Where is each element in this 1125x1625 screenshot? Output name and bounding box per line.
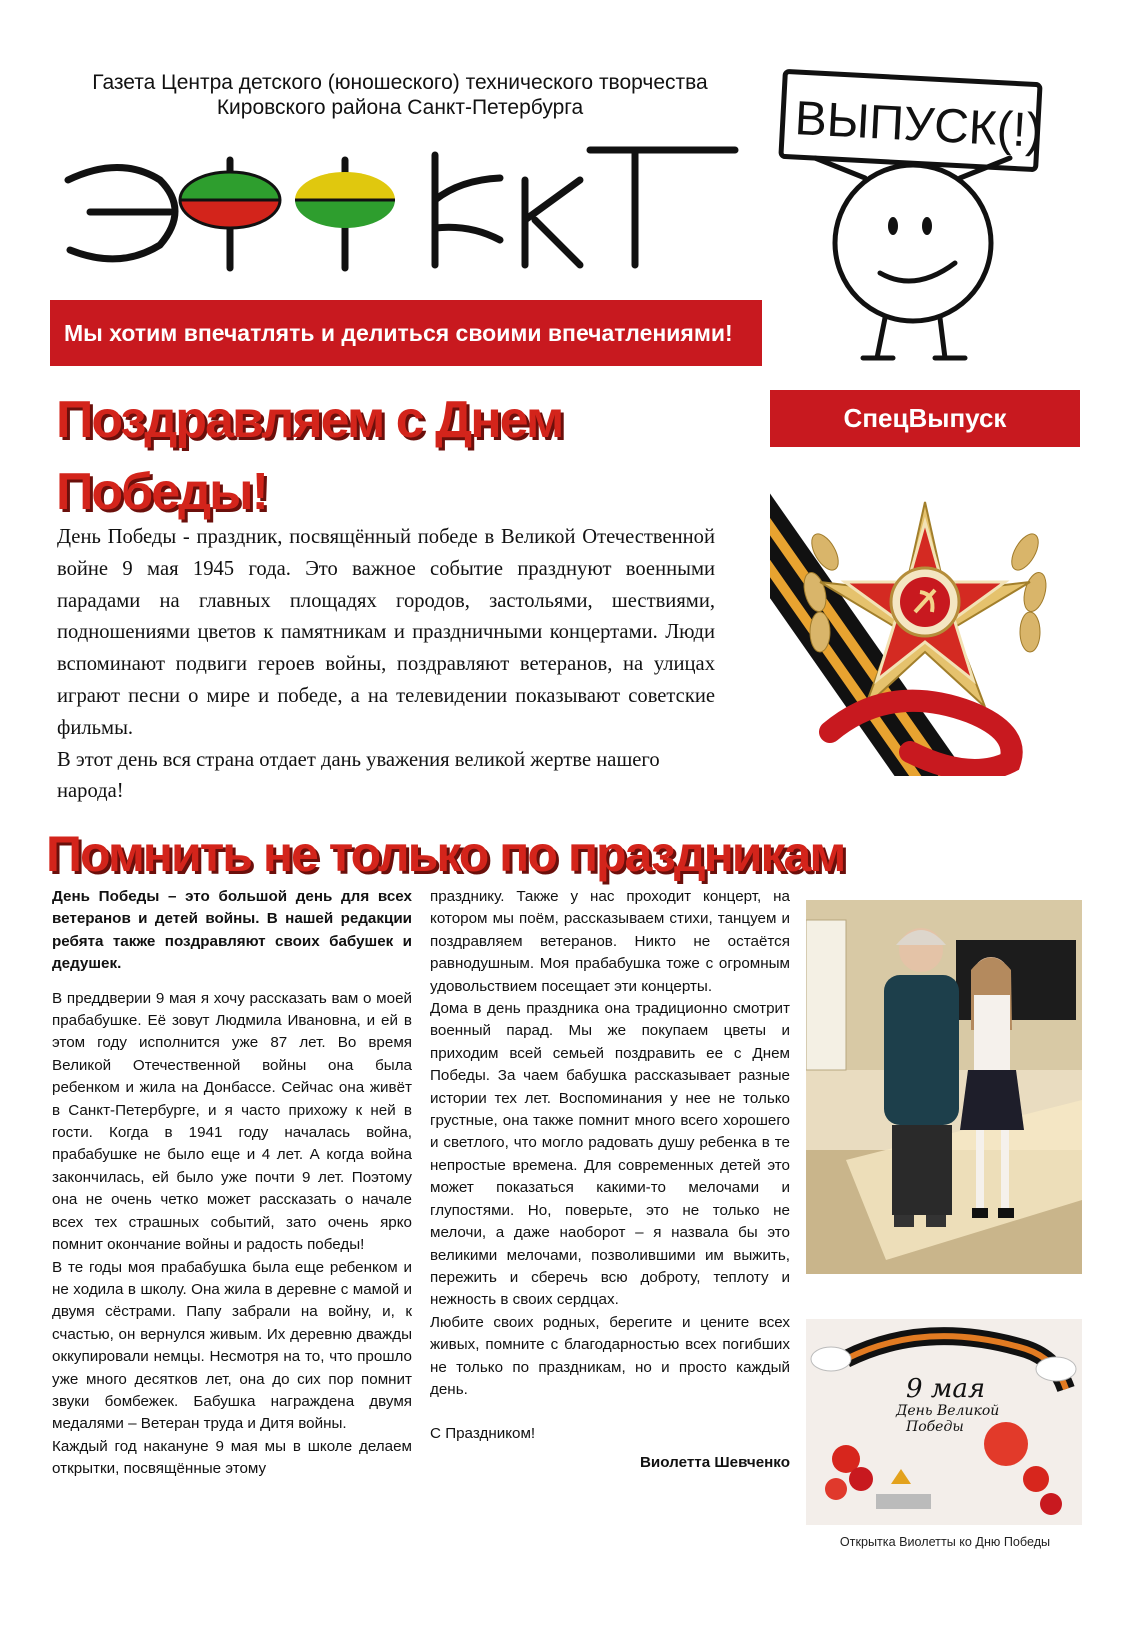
article2-column-right (430, 886, 790, 1474)
newspaper-logo (60, 140, 740, 280)
postcard-text-line3: Победы (906, 1419, 964, 1435)
family-photo (806, 900, 1082, 1274)
masthead-subtitle-line1: Газета Центра детского (юношеского) технического творчества (92, 71, 708, 94)
slogan-text: Мы хотим впечатлять и делиться своими впечатлениями! (64, 320, 733, 346)
slogan-banner (50, 300, 762, 366)
postcard-caption: Открытка Виолетты ко Дню Победы (839, 1535, 1051, 1549)
article2-lead: День Победы – это большой день для всех ветеранов и детей войны. В нашей редакции ребята также поздравляют своих бабушек и дедушек. (52, 888, 412, 973)
postcard-text-line1: 9 мая (906, 1374, 986, 1404)
masthead-subtitle-line2: Кировского района Санкт-Петербурга (216, 96, 584, 119)
article1-paragraph: День Победы - праздник, посвящённый победе в Великой Отечественной войне 9 мая 1945 года. Это важное событие празднуют военными парадами на главных площадях городов, застольями, шествиями, подношениями цветов к памятникам и праздничными концертами. Люди вспоминают подвиги героев войны, поздравляют ветеранов, на улицах играют песни о мире и победе, а на телевидении показывают советские фильмы. (57, 526, 715, 739)
article2-column-left (52, 886, 412, 1481)
postcard-image (806, 1319, 1082, 1525)
article2-paragraph: В преддверии 9 мая я хочу рассказать вам о моей прабабушке. Её зовут Людмила Ивановна, и ей в этом году исполнится уже 87 лет. Во время Великой Отечественной войны она была ребенком и жила на Донбассе. Сейчас она живёт в Санкт-Петербурге, и я часто прихожу к ней в гости. Когда в 1941 году началась война, прабабушке не было еще и 4 лет. А когда война закончилась, ей было уже почти 9 лет. Поэтому она не очень четко может рассказать о начале всех тех страшных событий, зато очень ярко помнит окончание войны и радость победы! (52, 989, 412, 1254)
article2-closing: С Праздником! (430, 1425, 536, 1443)
victory-order-illustration (770, 462, 1080, 776)
masthead-subtitle (40, 70, 760, 120)
article2-paragraph: Любите своих родных, берегите и цените всех живых, помните с благодарностью всех погибших не только по праздникам, но и просто каждый день. (430, 1313, 790, 1398)
postcard-text (896, 1374, 1000, 1435)
mascot-sign-text: ВЫПУСК(!) (793, 92, 1044, 158)
special-issue-badge: СпецВыпуск (770, 390, 1080, 447)
article1-body (57, 522, 715, 808)
article2-paragraph: Дома в день праздника она традиционно смотрит военный парад. Мы же покупаем цветы и приходим всей семьей поздравить ее с Днем Победы. За чаем бабушка рассказывает разные истории тех лет. Воспоминания у нее не только грустные, она также помнит много всего хорошего и светлого, что могло радовать душу ребенка в те непростые времена. Для современных детей это может показаться какими-то мелочами и глупостями. Но, поверьте, это не только не мелочи, а даже наоборот – я назвала бы это великими мелочами, позволившими им выжить, пережить и сберечь всю доброту, теплоту и нежность в своих сердцах. (430, 1000, 790, 1309)
article1-title: Поздравляем с Днем Победы! (56, 391, 563, 521)
article2-paragraph: празднику. Также у нас проходит концерт, на котором мы поём, рассказываем стихи, танцуем и поздравляем ветеранов. Никто не остаётся равнодушным. Моя прабабушка тоже с огромным удовольствием посещает эти концерты. (430, 888, 790, 995)
article2-title: Помнить не только по праздникам (46, 826, 845, 882)
article1-paragraph: В этот день вся страна отдает дань уважения великой жертве нашего народа! (57, 748, 660, 803)
article2-author: Виолетта Шевченко (639, 1453, 790, 1471)
mascot-illustration (755, 68, 1065, 368)
postcard-text-line2: День Великой (896, 1403, 1000, 1419)
article2-paragraph: В те годы моя прабабушка была еще ребенком и не ходила в школу. Она жила в деревне с мамой и двумя сёстрами. Папу забрали на войну, и, к счастью, он вернулся живым. Их деревню дважды оккупировали немцы. Несмотря на то, что прошло уже много десятков лет, она до сих пор помнит звуки бомбежек. Бабушка награждена двумя медалями – Ветеран труда и Дитя войны. (52, 1258, 412, 1433)
article2-paragraph: Каждый год накануне 9 мая мы в школе делаем открытки, посвящённые этому (52, 1437, 412, 1478)
